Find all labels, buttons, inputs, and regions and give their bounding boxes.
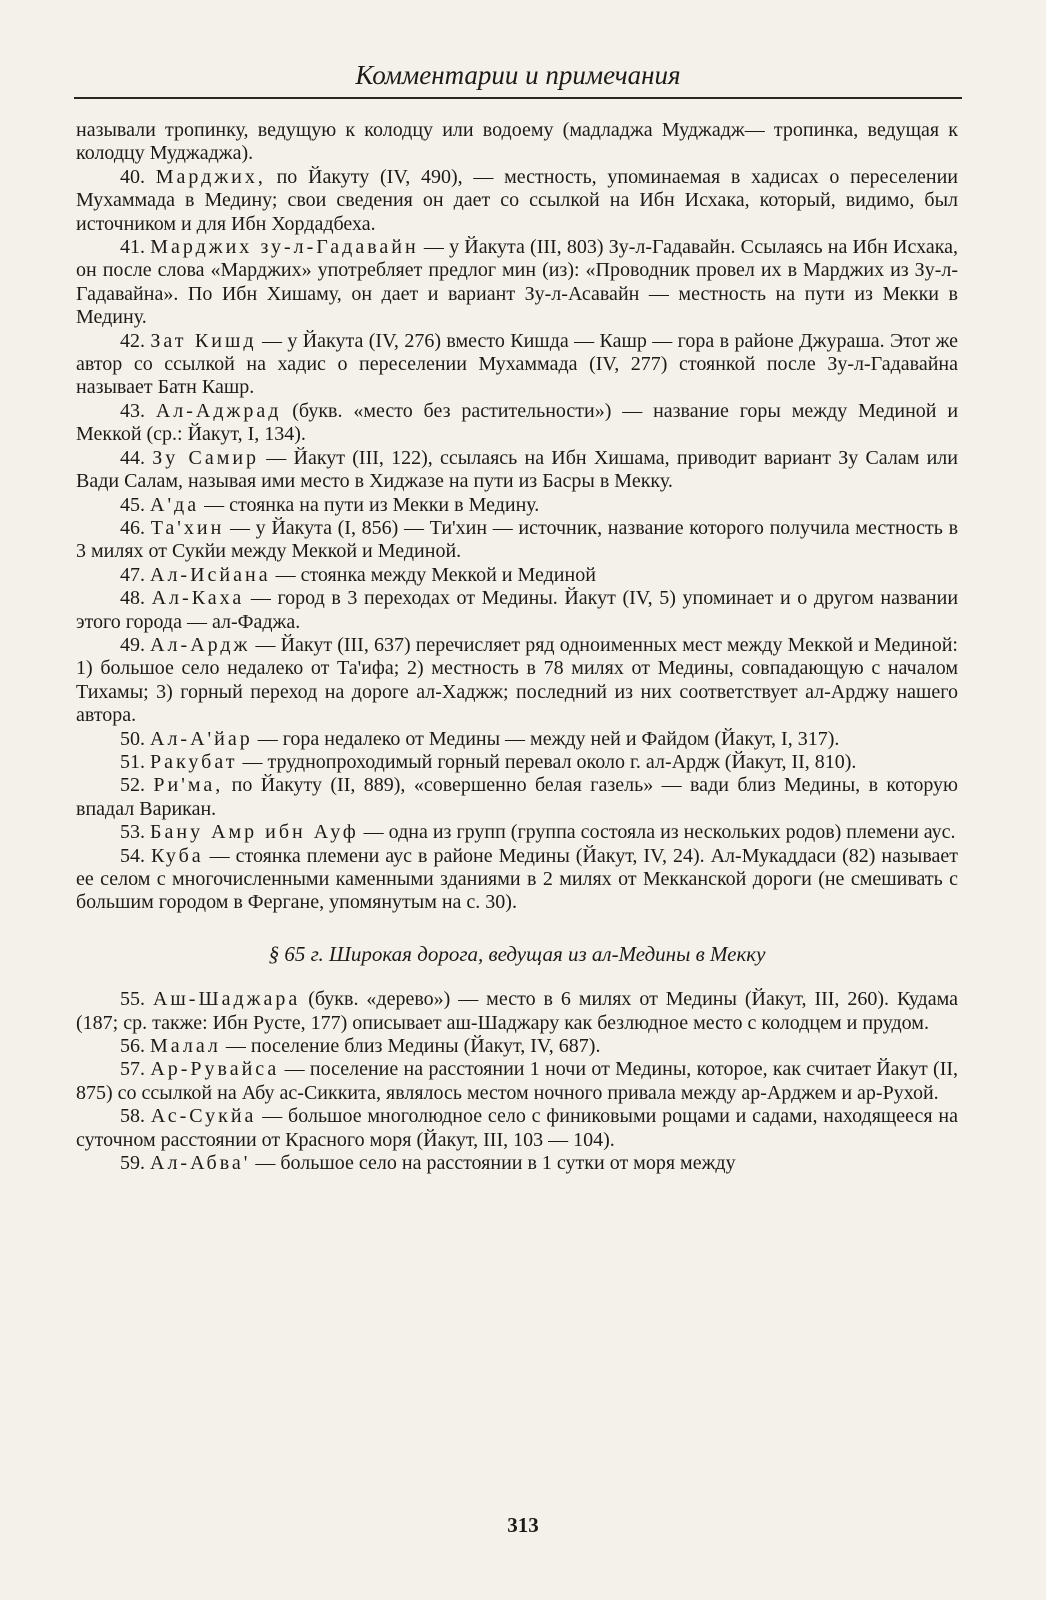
note-55: 55. Аш-Шаджара (букв. «дерево») — место в 6 милях от Медины (Йакут, III, 260). Кудама (187; ср. также: Ибн Русте, 177) описывает аш-Шаджару как безлюдное место с колодцем и прудом. — [76, 988, 959, 1034]
note-term: Ал-Абва' — [150, 1152, 251, 1175]
note-term: Ри'ма, — [153, 774, 224, 797]
note-58: 58. Ас-Сукйа — большое многолюдное село с финиковыми рощами и садами, находящееся на суточном расстоянии от Красного моря (Йакут, III, 103 — 104). — [76, 1105, 959, 1151]
note-51: 51. Ракубат — труднопроходимый горный перевал около г. ал-Ардж (Йакут, II, 810). — [120, 750, 857, 773]
note-term: Ал-Ардж — [150, 633, 251, 656]
note-term: Куба — [151, 844, 204, 867]
running-head: Комментарии и примечания — [355, 60, 681, 90]
note-term: Ал-А'йар — [150, 727, 253, 750]
note-term: Марджих зу-л-Гадавайн — [150, 236, 419, 259]
note-term: Ал-Каха — [151, 587, 245, 610]
note-term: Малал — [150, 1035, 221, 1058]
note-term: Бану Амр ибн Ауф — [150, 821, 359, 844]
note-term: Ракубат — [150, 750, 238, 773]
note-40: 40. Марджих, по Йакуту (IV, 490), — местность, упоминаемая в хадисах о переселении Мухаммада в Медину; свои сведения он дает со ссылкой на Ибн Исхака, который, видимо, был источником и для Ибн Хордадбеха. — [76, 165, 958, 235]
note-46: 46. Та'хин — у Йакута (I, 856) — Ти'хин — источник, название которого получила местность в 3 милях от Сукйи между Меккой и Мединой. — [76, 516, 959, 563]
note-term: Ал-Исйана — [150, 563, 271, 586]
section-heading: § 65 г. Широкая дорога, ведущая из ал-Медины в Мекку — [268, 941, 766, 966]
note-54: 54. Куба — стоянка племени аус в районе Медины (Йакут, IV, 24). Ал-Мукаддаси (82) называет ее селом с многочисленными каменными зданиями в 2 милях от Мекканской дороги (не смешивать с большим городом в Фергане, упомянутым на с. 30). — [76, 844, 958, 914]
note-59: 59. Ал-Абва' — большое село на расстоянии в 1 сутки от моря между — [120, 1152, 736, 1175]
note-41: 41. Марджих зу-л-Гадавайн — у Йакута (III, 803) Зу-л-Гадавайн. Ссылаясь на Ибн Исхака, он после слова «Марджих» употребляет предлог мин (из): «Проводник провел их в Марджих из Зу-л-Гадавайна». По Ибн Хишаму, он дает и вариант Зу-л-Асавайн — местность на пути из Мекки в Медину. — [76, 236, 959, 329]
note-term: А'да — [150, 493, 200, 516]
body-text — [76, 119, 958, 1175]
note-45: 45. А'да — стоянка на пути из Мекки в Медину. — [120, 493, 540, 516]
note-term: Зу Самир — [152, 446, 260, 469]
continuation-paragraph: называли тропинку, ведущую к колодцу или водоему (мадладжа Муджадж— тропинка, ведущая к колодцу Муджаджа). — [76, 119, 958, 165]
note-42: 42. Зат Кишд — у Йакута (IV, 276) вместо Кишда — Кашр — гора в районе Джураша. Этот же автор со ссылкой на хадис о переселении Мухаммада (IV, 277) стоянкой после Зу-л-Гадавайна называет Батн Кашр. — [76, 329, 959, 399]
header-rule — [74, 97, 962, 99]
note-term: Зат Кишд — [150, 329, 257, 352]
note-57: 57. Ар-Рувайса — поселение на расстоянии 1 ночи от Медины, которое, как считает Йакут (II, 875) со ссылкой на Абу ас-Сиккита, являлось местом ночного привала между ар-Арджем и ар-Рухой. — [76, 1058, 959, 1104]
note-44: 44. Зу Самир — Йакут (III, 122), ссылаясь на Ибн Хишама, приводит вариант Зу Салам или Вади Салам, называя ими место в Хиджазе на пути из Басры в Мекку. — [76, 446, 958, 493]
note-52: 52. Ри'ма, по Йакуту (II, 889), «совершенно белая газель» — вади близ Медины, в которую впадал Варикан. — [76, 774, 959, 820]
note-53: 53. Бану Амр ибн Ауф — одна из групп (группа состояла из нескольких родов) племени аус. — [120, 821, 956, 844]
note-term: Ас-Сукйа — [150, 1105, 257, 1128]
note-term: Ар-Рувайса — [150, 1058, 280, 1081]
note-49: 49. Ал-Ардж — Йакут (III, 637) перечисляет ряд одноименных мест между Меккой и Мединой: 1) большое село недалеко от Та'ифа; 2) местность в 78 милях от Медины, совпадающую с началом Тихамы; 3) горный переход на дороге ал-Хаджж; последний из них соответствует ал-Арджу нашего автора. — [76, 633, 958, 727]
page-number: 313 — [507, 1513, 539, 1537]
note-term: Та'хин — [150, 516, 225, 539]
note-43: 43. Ал-Аджрад (букв. «место без растительности») — название горы между Мединой и Меккой (ср.: Йакут, I, 134). — [76, 399, 959, 446]
note-term: Ал-Аджрад — [155, 399, 282, 422]
note-47: 47. Ал-Исйана — стоянка между Меккой и Мединой — [120, 563, 596, 586]
note-50: 50. Ал-А'йар — гора недалеко от Медины — между ней и Файдом (Йакут, I, 317). — [120, 727, 840, 750]
note-48: 48. Ал-Каха — город в 3 переходах от Медины. Йакут (IV, 5) упоминает и о другом названии этого города — ал-Фаджа. — [76, 587, 959, 633]
note-56: 56. Малал — поселение близ Медины (Йакут, IV, 687). — [120, 1035, 601, 1058]
note-term: Марджих, — [155, 165, 266, 188]
note-term: Аш-Шаджара — [152, 988, 301, 1011]
